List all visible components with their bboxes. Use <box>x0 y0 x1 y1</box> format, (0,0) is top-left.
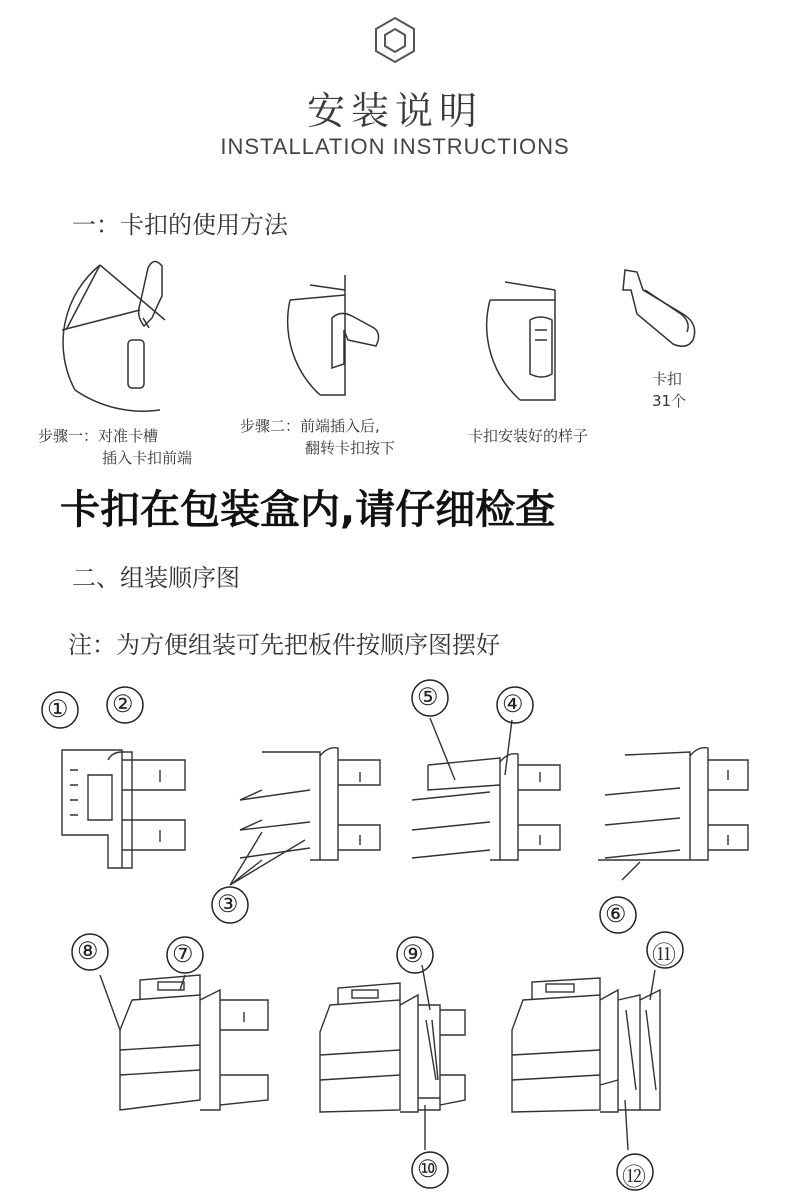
page-title: 安装说明 <box>306 89 483 133</box>
assembly-stage-6 <box>320 965 465 1150</box>
assembly-stage-3 <box>412 718 560 860</box>
notice-text: 卡扣在包装盒内,请仔细检查 <box>60 487 556 533</box>
section2-title: 二、组装顺序图 <box>72 564 240 592</box>
step2-label: 步骤二：前端插入后, <box>240 417 380 435</box>
part-number-5: ⑤ <box>417 683 439 711</box>
step3-illustration <box>487 282 555 400</box>
section2-note: 注：为方便组装可先把板件按顺序图摆好 <box>68 631 500 659</box>
part-number-7: ⑦ <box>172 940 194 968</box>
page-subtitle: INSTALLATION INSTRUCTIONS <box>220 134 570 159</box>
section1-title: 一：卡扣的使用方法 <box>72 211 288 239</box>
hexagon-icon <box>376 18 414 62</box>
part-number-4: ④ <box>502 690 524 718</box>
part-number-2: ② <box>112 690 134 718</box>
assembly-stage-1 <box>62 750 185 868</box>
clip-illustration <box>623 270 695 346</box>
step2-illustration <box>288 275 379 395</box>
assembly-stage-2 <box>230 748 380 885</box>
part-number-10: ⑩ <box>417 1155 439 1183</box>
part-number-6: ⑥ <box>605 900 627 928</box>
step1-illustration <box>62 261 165 411</box>
assembly-stage-7 <box>512 970 660 1150</box>
step1-label: 步骤一：对准卡槽 <box>38 427 159 445</box>
step3-label: 卡扣安装好的样子 <box>468 427 589 445</box>
part-number-9: ⑨ <box>402 940 424 968</box>
part-number-8: ⑧ <box>77 937 99 965</box>
part-number-11: ⑪ <box>652 941 676 969</box>
step1-label-2: 插入卡扣前端 <box>102 449 193 467</box>
step2-label-2: 翻转卡扣按下 <box>305 439 396 457</box>
assembly-stage-5 <box>100 975 268 1110</box>
part-number-1: ① <box>47 695 69 723</box>
part-number-3: ③ <box>217 890 239 918</box>
clip-label: 卡扣 <box>652 370 683 388</box>
clip-count: 31个 <box>652 392 687 410</box>
assembly-stage-4 <box>598 748 748 880</box>
part-number-12: ⑫ <box>622 1163 646 1191</box>
